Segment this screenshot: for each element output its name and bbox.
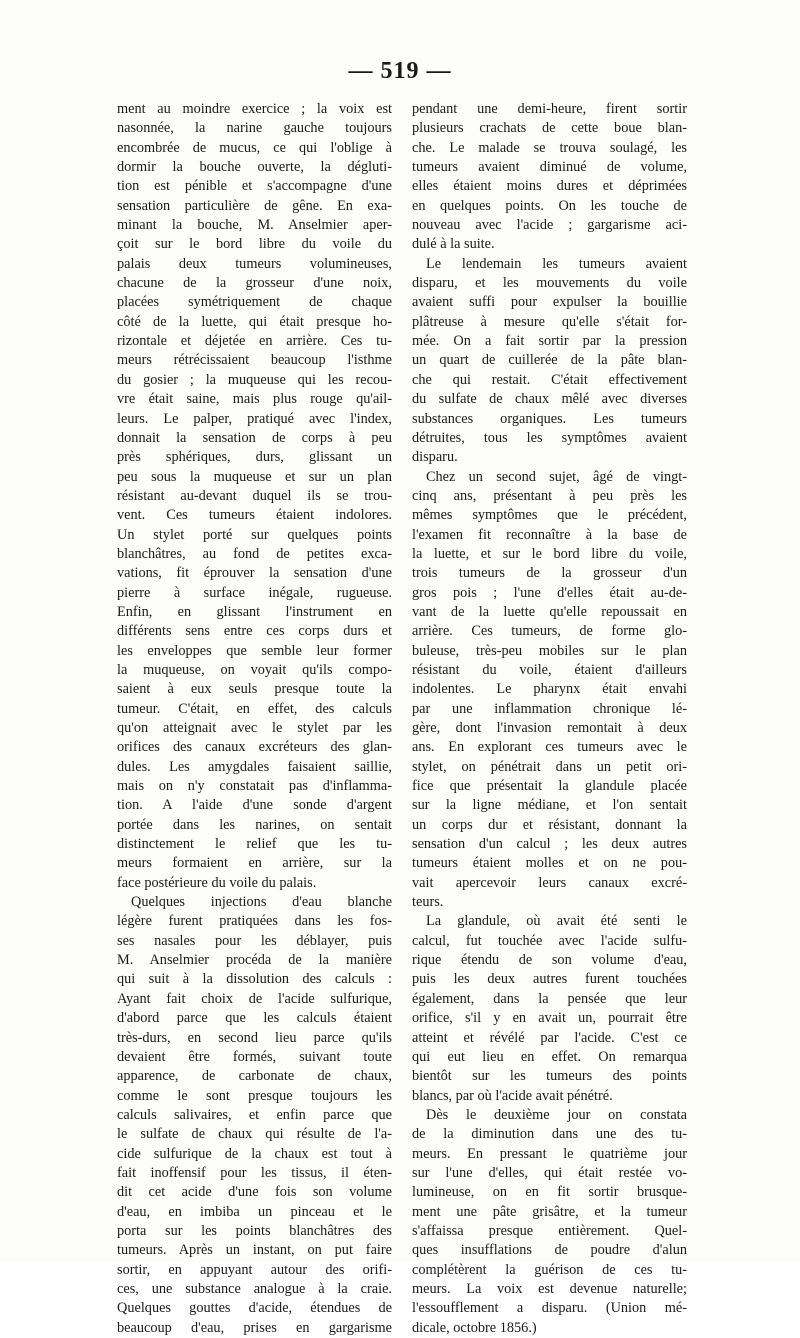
text-line: dules. Les amygdales faisaient saillie, bbox=[117, 758, 392, 775]
text-line: vent. Ces tumeurs étaient indolores. bbox=[117, 507, 392, 524]
text-line: atteint et révélé par l'acide. C'est ce bbox=[412, 1029, 687, 1046]
text-line: tumeurs. Après un instant, on put faire bbox=[117, 1242, 392, 1259]
text-line: bientôt sur les tumeurs des points bbox=[412, 1068, 687, 1085]
text-line: fice que présentait la glandule placée bbox=[412, 778, 687, 795]
text-line: Dès le deuxième jour on constata bbox=[426, 1106, 687, 1123]
text-line: La glandule, où avait été senti le bbox=[426, 913, 687, 930]
text-line: d'eau, en imbiba un pinceau et le bbox=[117, 1203, 392, 1220]
text-line: le sulfate de chaux qui résulte de l'a- bbox=[117, 1126, 392, 1143]
text-line: complétèrent la guérison de ces tu- bbox=[412, 1261, 687, 1278]
text-line: fait inoffensif pour les tissus, il éten- bbox=[117, 1164, 392, 1181]
text-line: qui suit à la dissolution des calculs : bbox=[117, 971, 392, 988]
text-line: également, dans la pensée que leur bbox=[412, 990, 687, 1007]
left-text-column bbox=[117, 100, 392, 1338]
text-line: vant de la luette qu'elle repoussait en bbox=[412, 603, 687, 620]
text-line: substances organiques. Les tumeurs bbox=[412, 410, 687, 427]
text-line: donnait la sensation de corps à peu bbox=[117, 429, 392, 446]
text-line: comme le sont presque toujours les bbox=[117, 1087, 392, 1104]
text-line: tion. A l'aide d'une sonde d'argent bbox=[117, 797, 392, 814]
text-line: che. Le malade se trouva soulagé, les bbox=[412, 139, 687, 156]
text-line: Quelques injections d'eau blanche bbox=[131, 894, 392, 911]
text-line: gère, dont l'invasion remontait à deux bbox=[412, 720, 687, 736]
text-line: gros pois ; l'une d'elles était au-de- bbox=[412, 584, 687, 601]
text-line: mêmes symptômes que le précédent, bbox=[412, 507, 687, 524]
text-line: orifice, s'il y en avait un, pourrait être bbox=[412, 1010, 687, 1027]
text-line: nouveau avec l'acide ; gargarisme aci- bbox=[412, 217, 687, 234]
text-line: indolentes. Le pharynx était envahi bbox=[412, 681, 687, 698]
text-line: sensation d'un calcul ; les deux autres bbox=[412, 836, 687, 853]
text-line: saient à eux seuls presque toute la bbox=[117, 681, 392, 698]
text-line: meurs rétrécissaient beaucoup l'isthme bbox=[117, 352, 392, 369]
text-line: légère furent pratiquées dans les fos- bbox=[117, 913, 392, 930]
text-line: d'abord parce que les calculs étaient bbox=[117, 1010, 392, 1027]
text-line: dulé à la suite. bbox=[412, 236, 495, 253]
text-line: blancs, par où l'acide avait pénétré. bbox=[412, 1087, 613, 1104]
text-line: portée dans les narines, on sentait bbox=[117, 816, 392, 833]
text-line: vre était saine, mais plus rouge qu'ail- bbox=[117, 391, 392, 408]
text-line: plusieurs crachats de cette boue blan- bbox=[412, 120, 687, 137]
text-line: la luette, et sur le bord libre du voile, bbox=[412, 545, 687, 562]
text-line: rizontale et déjetée en arrière. Ces tu- bbox=[117, 333, 392, 350]
text-line: sur l'une d'elles, qui était restée vo- bbox=[412, 1164, 687, 1181]
text-line: l'essoufflement a disparu. (Union mé- bbox=[412, 1300, 687, 1317]
text-line: ques insufflations de poudre d'alun bbox=[412, 1242, 687, 1259]
text-line: stylet, on pénétrait dans un petit ori- bbox=[412, 758, 687, 775]
text-line: par une inflammation chronique lé- bbox=[412, 700, 687, 717]
text-line: pierre à surface inégale, rugueuse. bbox=[117, 584, 392, 601]
text-line: du gosier ; la muqueuse qui les recou- bbox=[117, 371, 392, 388]
text-line: meurs formaient en arrière, sur la bbox=[117, 855, 392, 872]
text-line: détruites, tous les symptômes avaient bbox=[412, 429, 687, 446]
text-line: un corps dur et résistant, donnant la bbox=[412, 816, 687, 833]
text-line: teurs. bbox=[412, 894, 444, 911]
text-line: côté de la luette, qui était presque ho- bbox=[117, 313, 392, 330]
text-line: en quelques points. On les touche de bbox=[412, 197, 687, 214]
text-line: mais on n'y constatait pas d'inflamma- bbox=[117, 778, 392, 795]
text-line: ces, une substance analogue à la craie. bbox=[117, 1280, 392, 1297]
text-line: puis les deux autres furent touchées bbox=[412, 971, 687, 988]
text-line: s'affaissa presque entièrement. Quel- bbox=[412, 1222, 687, 1239]
text-line: sur la ligne médiane, et l'on sentait bbox=[412, 797, 687, 814]
page-number: — 519 — bbox=[348, 58, 452, 84]
text-line: buleuse, très-peu mobiles sur le plan bbox=[412, 642, 687, 659]
text-line: la muqueuse, on voyait qu'ils compo- bbox=[117, 661, 392, 678]
text-line: elles étaient moins dures et déprimées bbox=[412, 178, 687, 195]
text-line: nasonnée, la narine gauche toujours bbox=[117, 120, 392, 137]
text-line: tumeur. C'était, en effet, des calculs bbox=[117, 700, 392, 717]
text-line: face postérieure du voile du palais. bbox=[117, 874, 317, 891]
text-line: rique étendu de son volume d'eau, bbox=[412, 952, 687, 969]
text-line: ment une pâte grisâtre, et la tumeur bbox=[412, 1203, 687, 1220]
text-line: leurs. Le palper, pratiqué avec l'index, bbox=[117, 410, 392, 427]
text-line: calcul, fut touchée avec l'acide sulfu- bbox=[412, 932, 687, 949]
text-line: résistant au-devant duquel ils se trou- bbox=[117, 487, 392, 504]
text-line: devaient être formés, suivant toute bbox=[117, 1048, 392, 1065]
text-line: orifices des canaux excréteurs des glan- bbox=[117, 739, 392, 756]
text-line: arrière. Ces tumeurs, de forme glo- bbox=[412, 623, 687, 640]
text-line: Ayant fait choix de l'acide sulfurique, bbox=[117, 990, 392, 1007]
text-line: chacune de la grosseur d'une noix, bbox=[117, 275, 392, 292]
text-line: minant la bouche, M. Anselmier aper- bbox=[117, 217, 392, 234]
text-line: palais deux tumeurs volumineuses, bbox=[117, 255, 392, 272]
text-line: porta sur les points blanchâtres des bbox=[117, 1222, 392, 1239]
text-line: très-durs, en second lieu parce qu'ils bbox=[117, 1029, 392, 1046]
text-line: disparu, et les mouvements du voile bbox=[412, 275, 687, 292]
text-line: avaient suffi pour expulser la bouillie bbox=[412, 294, 687, 311]
text-line: meurs. La voix est devenue naturelle; bbox=[412, 1280, 687, 1297]
text-line: sensation particulière de gêne. En exa- bbox=[117, 197, 392, 214]
text-line: M. Anselmier procéda de la manière bbox=[117, 952, 392, 969]
text-line: du sulfate de chaux mêlé avec diverses bbox=[412, 391, 687, 408]
text-line: tumeurs étaient molles et on ne pou- bbox=[412, 855, 687, 872]
text-line: ans. En explorant ces tumeurs avec le bbox=[412, 739, 687, 756]
text-line: distinctement le relief que les tu- bbox=[117, 836, 392, 853]
text-line: vations, fit éprouver la sensation d'une bbox=[117, 565, 392, 582]
text-line: çoit sur le bord libre du voile du bbox=[117, 236, 392, 253]
text-line: encombrée de mucus, ce qui l'oblige à bbox=[117, 139, 392, 156]
text-line: meurs. En pressant le quatrième jour bbox=[412, 1145, 687, 1162]
text-line: l'examen fit reconnaître à la base de bbox=[412, 526, 687, 543]
text-line: Un stylet porté sur quelques points bbox=[117, 526, 392, 543]
text-line: Enfin, en glissant l'instrument en bbox=[117, 603, 392, 620]
text-line: de la diminution dans une des tu- bbox=[412, 1126, 687, 1143]
text-line: placées symétriquement de chaque bbox=[117, 294, 392, 311]
text-line: tion est pénible et s'accompagne d'une bbox=[117, 178, 392, 195]
text-line: résistant du voile, étaient d'ailleurs bbox=[412, 661, 687, 678]
text-line: tumeurs avaient diminué de volume, bbox=[412, 159, 687, 176]
text-line: disparu. bbox=[412, 449, 458, 466]
text-line: cide sulfurique de la chaux est tout à bbox=[117, 1145, 392, 1162]
text-line: dicale, octobre 1856.) bbox=[412, 1319, 537, 1336]
text-line: pendant une demi-heure, firent sortir bbox=[412, 101, 687, 117]
text-line: dit cet acide d'une fois son volume bbox=[117, 1184, 392, 1201]
text-line: lumineuse, on en fit sortir brusque- bbox=[412, 1184, 687, 1201]
text-line: qui eut lieu en effet. On remarqua bbox=[412, 1048, 687, 1065]
text-line: Le lendemain les tumeurs avaient bbox=[426, 255, 687, 272]
text-line: qu'on atteignait avec le stylet par les bbox=[117, 720, 392, 736]
text-line: Chez un second sujet, âgé de vingt- bbox=[426, 468, 687, 485]
text-line: blanchâtres, au fond de petites exca- bbox=[117, 545, 392, 562]
text-line: près sphériques, durs, glissant un bbox=[117, 449, 392, 466]
text-line: mée. On a fait sortir par la pression bbox=[412, 333, 687, 350]
text-line: les enveloppes que semble leur former bbox=[117, 642, 392, 659]
text-line: dormir la bouche ouverte, la dégluti- bbox=[117, 159, 392, 176]
text-line: ses nasales pour les déblayer, puis bbox=[117, 932, 392, 949]
text-line: calculs salivaires, et enfin parce que bbox=[117, 1106, 392, 1123]
text-line: un quart de cuillerée de la pâte blan- bbox=[412, 352, 687, 369]
text-line: Quelques gouttes d'acide, étendues de bbox=[117, 1300, 392, 1317]
text-line: plâtreuse à mesure qu'elle s'était for- bbox=[412, 313, 687, 330]
text-line: ment au moindre exercice ; la voix est bbox=[117, 101, 392, 117]
right-text-column bbox=[412, 100, 687, 1338]
text-line: cinq ans, présentant à peu près les bbox=[412, 487, 687, 504]
text-line: apparence, de carbonate de chaux, bbox=[117, 1068, 392, 1085]
text-line: différents sens entre ces corps durs et bbox=[117, 623, 392, 640]
text-line: sortir, en appuyant autour des orifi- bbox=[117, 1261, 392, 1278]
text-line: beaucoup d'eau, prises en gargarisme bbox=[117, 1319, 392, 1336]
text-line: vait apercevoir leurs canaux excré- bbox=[412, 874, 687, 891]
text-line: che qui restait. C'était effectivement bbox=[412, 371, 687, 388]
text-line: peu sous la muqueuse et sur un plan bbox=[117, 468, 392, 485]
text-line: trois tumeurs de la grosseur d'un bbox=[412, 565, 687, 582]
